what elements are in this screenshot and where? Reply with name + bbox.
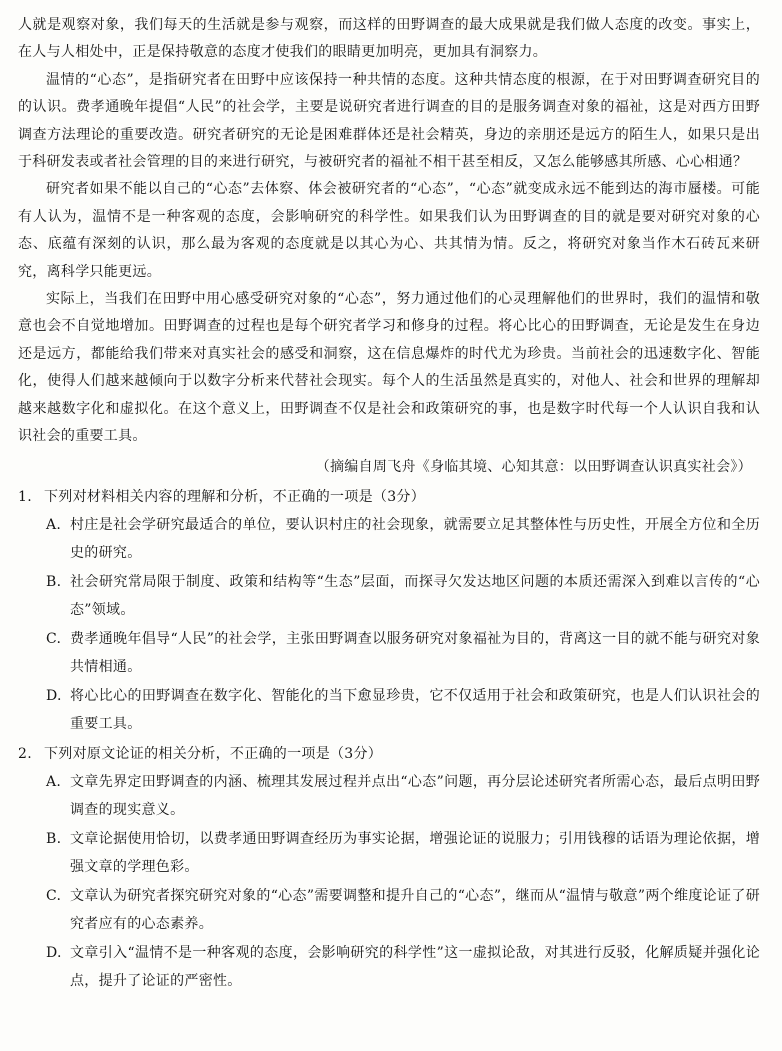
option-letter: C.	[46, 887, 62, 904]
question-2-stem	[18, 740, 760, 768]
option-letter: B.	[46, 573, 62, 590]
option-text: 社会研究常局限于制度、政策和结构等“生态”层面，而探寻欠发达地区问题的本质还需深入到难以言传的“心态”领域。	[70, 573, 760, 618]
question-2-option-d[interactable]	[18, 939, 760, 995]
option-letter: C.	[46, 630, 62, 647]
option-text: 文章论据使用恰切，以费孝通田野调查经历为事实论据，增强论证的说服力；引用钱穆的话语为理论依据，增强文章的学理色彩。	[70, 830, 760, 875]
passage-paragraph-4: 实际上，当我们在田野中用心感受研究对象的“心态”，努力通过他们的心灵理解他们的世界时，我们的温情和敬意也会不自觉地增加。田野调查的过程也是每个研究者学习和修身的过程。将心比心的田野调查，无论是发生在身边还是远方，都能给我们带来对真实社会的感受和洞察，这在信息爆炸的时代尤为珍贵。当前社会的迅速数字化、智能化，使得人们越来越倾向于以数字分析来代替社会现实。每个人的生活虽然是真实的，对他人、社会和世界的理解却越来越数字化和虚拟化。在这个意义上，田野调查不仅是社会和政策研究的事，也是数字时代每一个人认识自我和认识社会的重要工具。	[18, 291, 760, 445]
reading-passage	[18, 12, 760, 481]
option-letter: A.	[46, 773, 62, 790]
option-letter: D.	[46, 944, 62, 961]
passage-paragraph-2: 温情的“心态”，是指研究者在田野中应该保持一种共情的态度。这种共情态度的根源，在于对田野调查研究目的的认识。费孝通晚年提倡“人民”的社会学，主要是说研究者进行调查的目的是服务调查对象的福祉，这是对西方田野调查方法理论的重要改造。研究者研究的无论是困难群体还是社会精英，身边的亲朋还是远方的陌生人，如果只是出于科研发表或者社会管理的目的来进行研究，与被研究者的福祉不相干甚至相反，又怎么能够感其所感、心心相通？	[18, 71, 760, 171]
option-text: 文章认为研究者探究研究对象的“心态”需要调整和提升自己的“心态”，继而从“温情与敬意”两个维度论证了研究者应有的心态素养。	[70, 887, 760, 932]
question-1-number: 1.	[18, 488, 32, 505]
option-letter: A.	[46, 516, 62, 533]
option-text: 将心比心的田野调查在数字化、智能化的当下愈显珍贵，它不仅适用于社会和政策研究，也是人们认识社会的重要工具。	[70, 687, 760, 732]
option-text: 文章先界定田野调查的内涵、梳理其发展过程并点出“心态”问题，再分层论述研究者所需心态，最后点明田野调查的现实意义。	[70, 773, 760, 818]
option-text: 文章引入“温情不是一种客观的态度，会影响研究的科学性”这一虚拟论敌，对其进行反驳，化解质疑并强化论点，提升了论证的严密性。	[70, 944, 760, 989]
option-letter: D.	[46, 687, 62, 704]
option-text: 村庄是社会学研究最适合的单位，要认识村庄的社会现象，就需要立足其整体性与历史性，开展全方位和全历史的研究。	[70, 516, 760, 561]
question-1-option-a[interactable]	[18, 511, 760, 567]
question-2	[18, 740, 760, 995]
option-letter: B.	[46, 830, 62, 847]
passage-source-citation: （摘编自周飞舟《身临其境、心知其意：以田野调查认识真实社会》）	[315, 458, 752, 475]
question-1-option-b[interactable]	[18, 568, 760, 624]
passage-paragraph-1: 人就是观察对象，我们每天的生活就是参与观察，而这样的田野调查的最大成果就是我们做人态度的改变。事实上，在人与人相处中，正是保持敬意的态度才使我们的眼睛更加明亮，更加具有洞察力。	[18, 17, 760, 61]
question-1-option-d[interactable]	[18, 682, 760, 738]
question-1-text: 下列对材料相关内容的理解和分析，不正确的一项是（3分）	[44, 488, 426, 505]
question-2-number: 2.	[18, 745, 32, 762]
passage-paragraph-3: 研究者如果不能以自己的“心态”去体察、体会被研究者的“心态”，“心态”就变成永远不能到达的海市蜃楼。可能有人认为，温情不是一种客观的态度，会影响研究的科学性。如果我们认为田野调查的目的就是要对研究对象的心态、底蕴有深刻的认识，那么最为客观的态度就是以其心为心、共其情为情。反之，将研究对象当作木石砖瓦来研究，离科学只能更远。	[18, 181, 760, 280]
question-2-text: 下列对原文论证的相关分析，不正确的一项是（3分）	[44, 745, 383, 762]
option-text: 费孝通晚年倡导“人民”的社会学，主张田野调查以服务研究对象福祉为目的，背离这一目的就不能与研究对象共情相通。	[70, 630, 760, 675]
question-1-stem	[18, 483, 760, 511]
question-1	[18, 483, 760, 738]
question-2-option-a[interactable]	[18, 768, 760, 824]
question-2-option-c[interactable]	[18, 882, 760, 938]
question-2-option-b[interactable]	[18, 825, 760, 881]
question-1-option-c[interactable]	[18, 625, 760, 681]
